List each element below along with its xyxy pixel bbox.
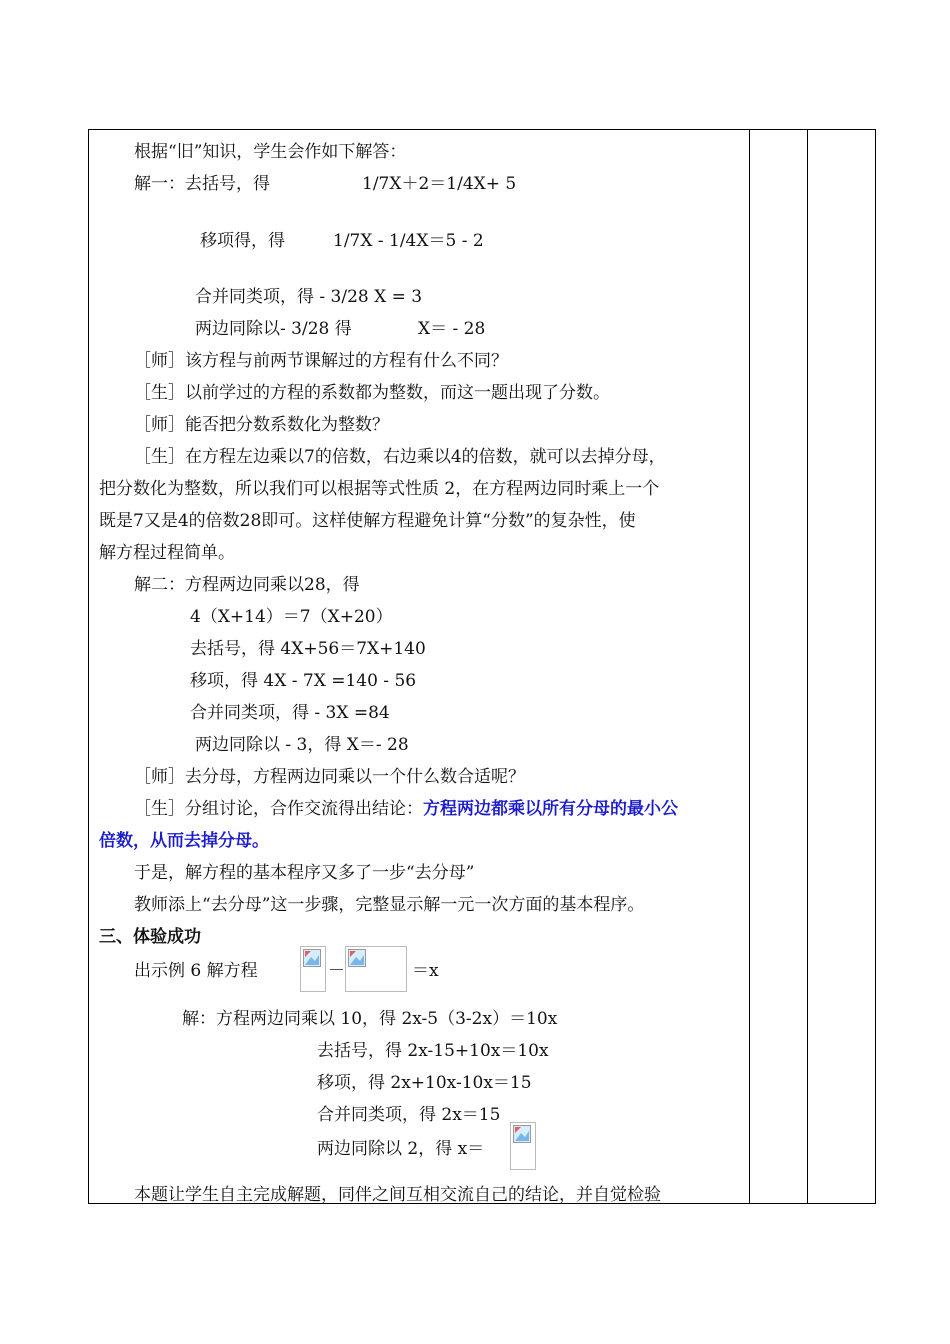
equation: 1/7X - 1/4X＝5 - 2 [333,231,484,251]
paragraph-line: 既是7又是4的倍数28即可。这样使解方程避免计算“分数”的复杂性，使 [99,511,636,531]
text-line: 根据“旧”知识，学生会作如下解答： [134,142,407,162]
text-line: 教师添上“去分母”这一步骤，完整显示解一元一次方面的基本程序。 [134,895,645,915]
text-line: 移项，得 2x+10x-10x＝15 [317,1073,532,1093]
text-line: 解：方程两边同乘以 10，得 2x-5（3-2x）＝10x [182,1009,558,1029]
text-line: 合并同类项，得 2x＝15 [317,1105,501,1125]
equation: 4（X+14）＝7（X+20） [190,607,393,627]
text-line: 合并同类项，得 - 3/28 X = 3 [195,287,423,307]
broken-image-icon [303,949,321,967]
fraction-image [345,946,407,992]
dialogue-line: ［生］在方程左边乘以7的倍数，右边乘以4的倍数，就可以去掉分母， [134,447,666,467]
paragraph-line: 把分数化为整数，所以我们可以根据等式性质 2，在方程两边同时乘上一个 [99,479,660,499]
dialogue-line [134,798,678,820]
broken-image-icon [348,949,366,967]
minus-sign: － [328,961,345,981]
equation: 1/7X＋2＝1/4X+ 5 [362,174,517,194]
text-line: 于是，解方程的基本程序又多了一步“去分母” [134,863,475,883]
text-line: 解一：去括号，得 [134,174,270,194]
column-divider-1 [749,130,750,1203]
dialogue-line: ［师］去分母，方程两边同乘以一个什么数合适呢？ [134,767,525,787]
text-line: 移项，得 4X - 7X =140 - 56 [190,671,417,691]
text-line: 去括号，得 2x-15+10x＝10x [317,1041,549,1061]
fraction-image [510,1122,536,1170]
section-heading: 三、体验成功 [99,927,201,947]
highlighted-conclusion: 倍数，从而去掉分母。 [99,831,269,851]
text-line: 合并同类项，得 - 3X =84 [190,703,390,723]
dialogue-line: ［师］该方程与前两节课解过的方程有什么不同？ [134,351,508,371]
column-divider-2 [807,130,808,1203]
fraction-image [300,946,326,992]
broken-image-icon [513,1125,531,1143]
dialogue-line: ［生］以前学过的方程的系数都为整数，而这一题出现了分数。 [134,383,610,403]
text-line: 两边同除以 2，得 x＝ [317,1139,485,1159]
paragraph-line: 本题让学生自主完成解题，同伴之间互相交流自己的结论，并自觉检验 [134,1185,661,1205]
equation: X＝ - 28 [418,319,486,339]
text-line: 解二：方程两边同乘以28，得 [134,575,360,595]
text-line: 移项得，得 [200,231,285,251]
text-line: 出示例 6 解方程 [134,961,258,981]
text-line: 去括号，得 4X+56＝7X+140 [190,639,426,659]
dialogue-line: ［师］能否把分数系数化为整数？ [134,415,389,435]
highlighted-conclusion: 方程两边都乘以所有分母的最小公 [423,799,678,819]
paragraph-line: 解方程过程简单。 [99,543,235,563]
equation: ＝x [412,961,439,981]
dialogue-text: ［生］分组讨论，合作交流得出结论： [134,799,423,819]
text-line: 两边同除以 - 3，得 X＝- 28 [195,735,409,755]
text-line: 两边同除以- 3/28 得 [195,319,352,339]
